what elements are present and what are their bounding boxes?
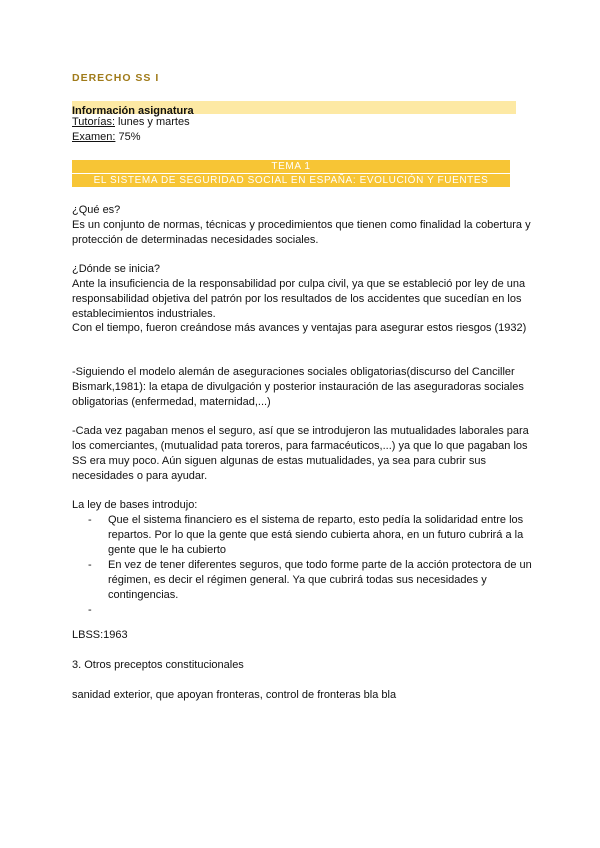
cada-vez-paragraph: -Cada vez pagaban menos el seguro, así que se introdujeron las mutualidades laborales para los comerciantes, (mutualidad pata toreros, para farmacéuticos,...) ya que lo que pagaban los SS era muy poco. Aún siguen algunas de estas mutualidades, ya sea para cubrir sus necesidades o para ayudar. [72, 425, 529, 482]
list-item-text: En vez de tener diferentes seguros, que todo forme parte de la acción protectora de un régimen, es decir el régimen general. Ya que cubrirá todas sus necesidades y contingencias. [108, 559, 532, 601]
tiempo-paragraph: Con el tiempo, fueron creándose más avances y ventajas para asegurar estos riesgos (1932) [72, 322, 527, 334]
tema-number-bar: TEMA 1 [72, 160, 510, 173]
list-bullet: - [88, 514, 92, 526]
donde-answer: Ante la insuficiencia de la responsabilidad por culpa civil, ya que se estableció por ley de una responsabilidad objetiva del patrón por los resultados de los accidentes que sucedían en los establecimientos industriales. [72, 278, 526, 320]
list-item-text: Que el sistema financiero es el sistema de reparto, esto pedía la solidaridad entre los repartos. Por lo que la gente que está siendo cubierta ahora, en un futuro cubrirá a la gente que le ha cubierto [108, 514, 524, 556]
que-es-question: ¿Qué es? [72, 204, 121, 216]
lbss-line: LBSS:1963 [72, 629, 128, 641]
tema-title-bar: EL SISTEMA DE SEGURIDAD SOCIAL EN ESPAÑA: EVOLUCIÓN Y FUENTES [72, 174, 510, 187]
list-item [88, 558, 532, 603]
otros-preceptos-heading: 3. Otros preceptos constitucionales [72, 659, 244, 671]
ley-bases-list [88, 513, 532, 618]
info-heading: Información asignatura [72, 105, 194, 117]
tutorias-label: Tutorías: [72, 116, 115, 128]
modelo-paragraph: -Siguiendo el modelo alemán de aseguraciones sociales obligatorias(discurso del Canciller Bismark,1981): la etapa de divulgación y posterior instauración de las aseguradoras sociales obligatorias (enfermedad, maternidad,...) [72, 366, 524, 408]
tutorias-line [72, 116, 190, 128]
examen-label: Examen: [72, 131, 116, 143]
list-bullet: - [88, 604, 92, 616]
list-bullet: - [88, 559, 92, 571]
list-item [88, 513, 532, 558]
donde-question: ¿Dónde se inicia? [72, 263, 161, 275]
examen-line [72, 131, 141, 143]
info-heading-bar [72, 101, 516, 117]
sanidad-paragraph: sanidad exterior, que apoyan fronteras, control de fronteras bla bla [72, 689, 397, 701]
ley-bases-intro: La ley de bases introdujo: [72, 499, 198, 511]
que-es-answer: Es un conjunto de normas, técnicas y procedimientos que tienen como finalidad la cobertura y protección de determinadas necesidades sociales. [72, 219, 531, 246]
document-title: DERECHO SS I [72, 72, 160, 84]
examen-value: 75% [115, 131, 141, 143]
tutorias-value: lunes y martes [115, 116, 190, 128]
list-item [88, 603, 532, 618]
